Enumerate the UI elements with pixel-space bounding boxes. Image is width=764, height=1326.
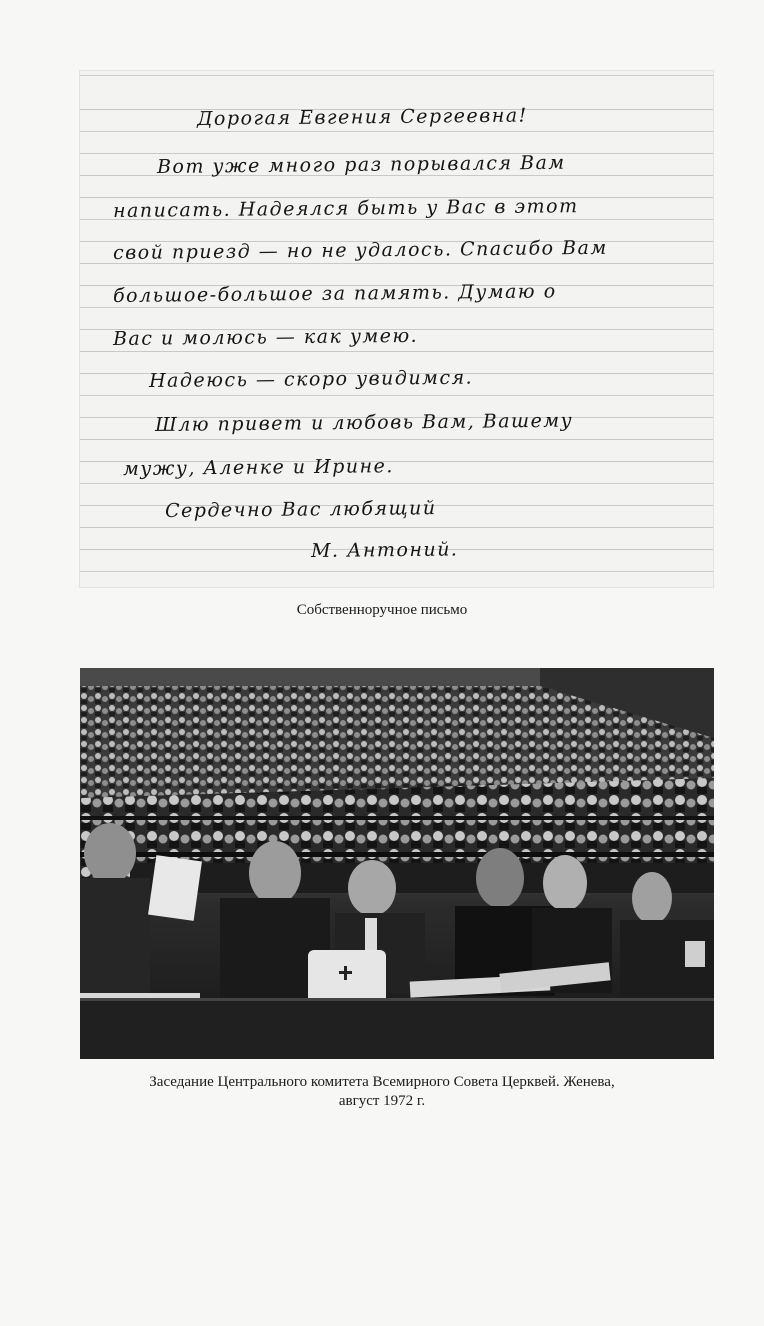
letter-line: Шлю привет и любовь Вам, Вашему bbox=[154, 409, 574, 436]
letter-line: большое-большое за память. Думаю о bbox=[112, 280, 557, 307]
photo-caption-line-2: август 1972 г. bbox=[338, 1093, 426, 1109]
assembly-photo-image bbox=[80, 668, 714, 1059]
letter-greeting: Дорогая Евгения Сергеевна! bbox=[196, 104, 528, 130]
letter-line: написать. Надеялся быть у Вас в этот bbox=[112, 195, 579, 222]
photo-caption-line-1: Заседание Центрального комитета Всемирного Совета Церквей. Женева, bbox=[149, 1074, 615, 1090]
handwritten-letter bbox=[79, 70, 714, 588]
letter-line: Надеюсь — скоро увидимся. bbox=[148, 366, 474, 392]
letter-signature: М. Антоний. bbox=[310, 538, 459, 562]
letter-line: Вас и молюсь — как умею. bbox=[112, 324, 419, 350]
letter-closing: Сердечно Вас любящий bbox=[164, 497, 437, 522]
letter-line: Вот уже много раз порывался Вам bbox=[156, 151, 566, 178]
letter-line: свой приезд — но не удалось. Спасибо Вам bbox=[112, 236, 608, 264]
letter-line: мужу, Аленке и Ирине. bbox=[122, 455, 395, 480]
assembly-photo bbox=[80, 668, 714, 1059]
letter-caption: Собственноручное письмо bbox=[296, 602, 468, 618]
